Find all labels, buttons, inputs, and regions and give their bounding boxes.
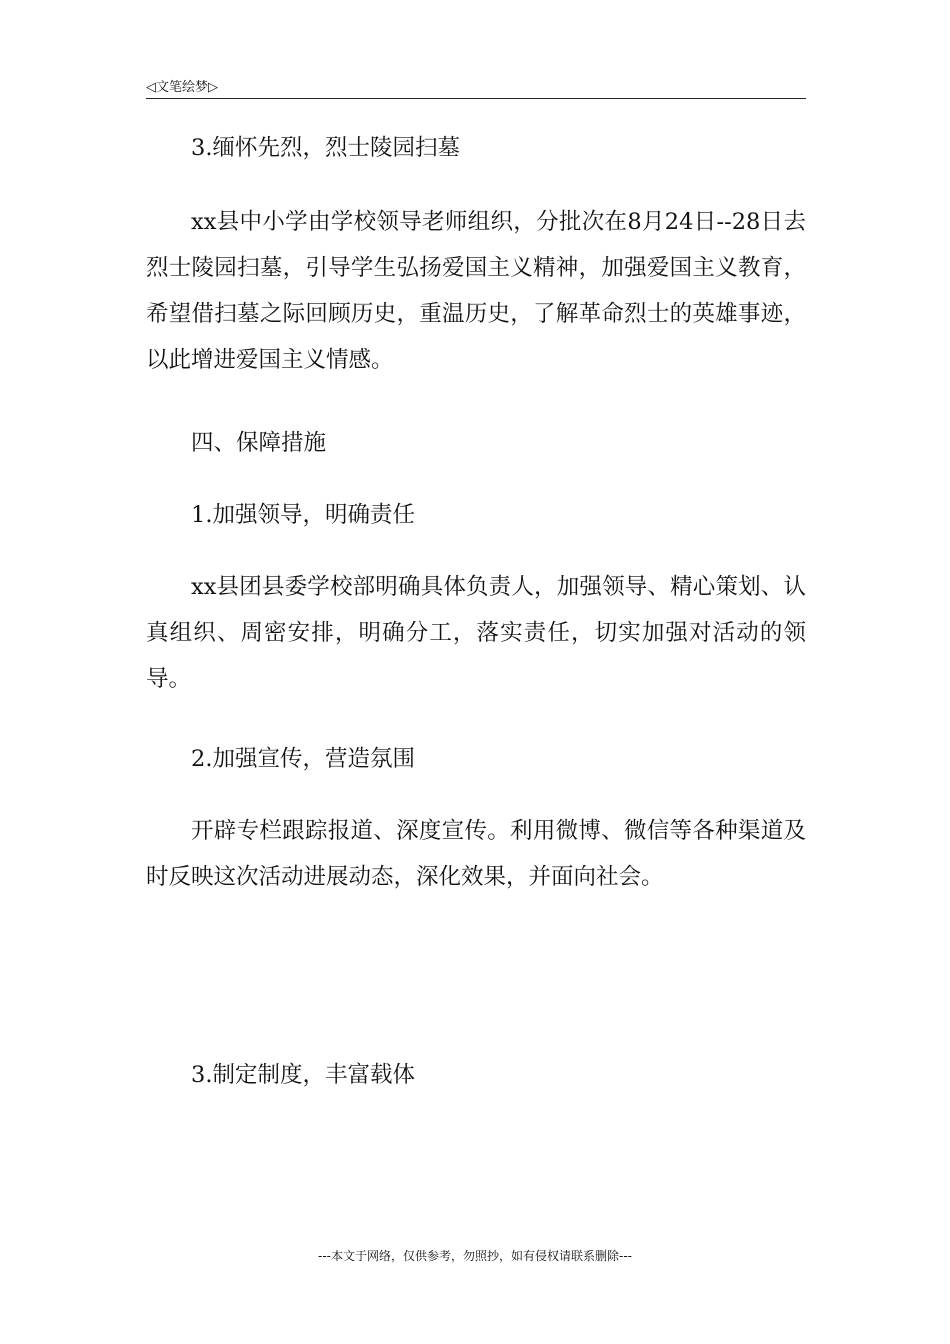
page-header xyxy=(146,74,806,99)
paragraph-tomb-sweeping: xx县中小学由学校领导老师组织，分批次在8月24日--28日去烈士陵园扫墓，引导学生弘扬爱国主义精神，加强爱国主义教育，希望借扫墓之际回顾历史，重温历史，了解革命烈士的英雄事迹，以此增进爱国主义情感。 xyxy=(146,209,806,373)
page-footer: ---本文于网络，仅供参考，勿照抄，如有侵权请联系删除--- xyxy=(318,1249,632,1263)
section-heading-3-remembrance: 3.缅怀先烈，烈士陵园扫墓 xyxy=(191,135,460,161)
paragraph-leadership: xx县团县委学校部明确具体负责人，加强领导、精心策划、认真组织、周密安排，明确分工，落实责任，切实加强对活动的领导。 xyxy=(146,574,806,692)
header-title: ◁文笔绘梦▷ xyxy=(146,80,218,95)
subheading-publicity: 2.加强宣传，营造氛围 xyxy=(191,746,415,772)
subheading-system: 3.制定制度，丰富载体 xyxy=(191,1062,415,1088)
subheading-leadership: 1.加强领导，明确责任 xyxy=(191,502,415,528)
section-heading-safeguards: 四、保障措施 xyxy=(191,430,327,456)
paragraph-publicity: 开辟专栏跟踪报道、深度宣传。利用微博、微信等各种渠道及时反映这次活动进展动态，深化效果，并面向社会。 xyxy=(146,818,806,890)
